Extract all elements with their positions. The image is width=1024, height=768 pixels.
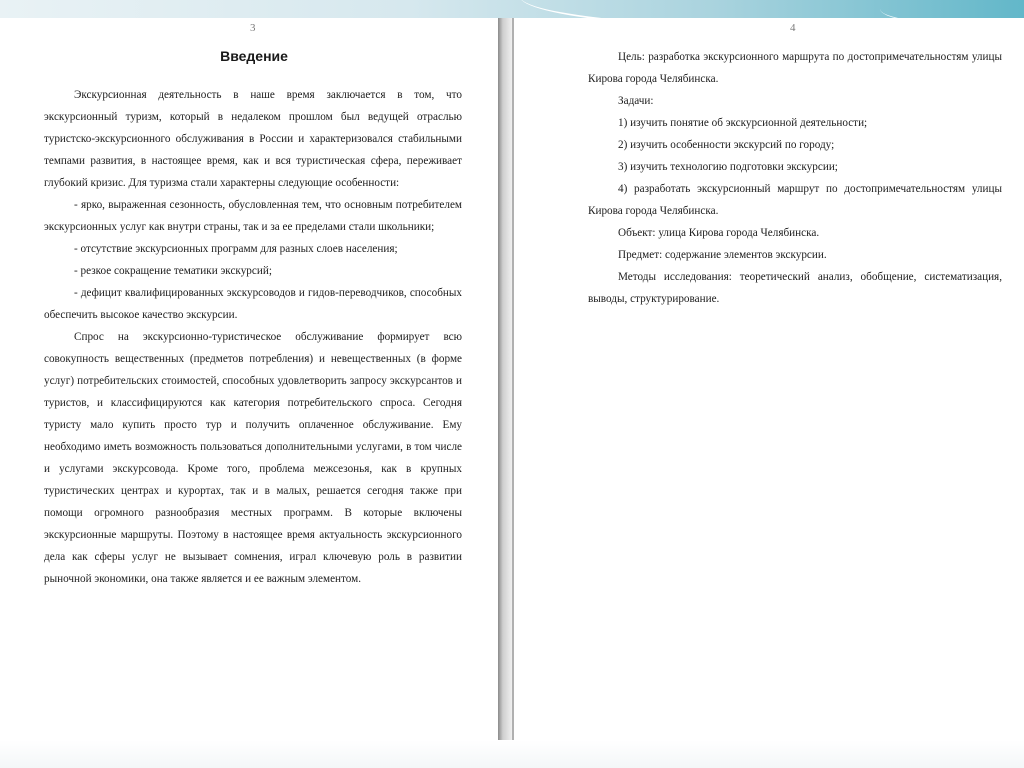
task-number: 4): [618, 183, 628, 195]
bottom-decorative-band: [0, 740, 1024, 768]
page-heading: Введение: [220, 48, 288, 64]
goal-paragraph: Цель: разработка экскурсионного маршрута по достопримечательностям улицы Кирова города Челябинска.: [588, 51, 1002, 85]
feature-item-guide-deficit: - дефицит квалифицированных экскурсоводов и гидов-переводчиков, способных обеспечить высокое качество экскурсии.: [44, 287, 462, 321]
methods-paragraph: Методы исследования: теоретический анализ, обобщение, систематизация, выводы, структурирование.: [588, 271, 1002, 305]
intro-paragraph: Экскурсионная деятельность в наше время заключается в том, что экскурсионный туризм, который в недалеком прошлом был ведущей отраслью туристско-экскурсионного обслуживания в России и характеризовался стабильными темпами развития, в настоящее время, как и вся туристическая сфера, переживает глубокий кризис. Для туризма стали характерны следующие особенности:: [44, 89, 462, 189]
task-number: 1): [618, 117, 628, 129]
feature-item-seasonality: - ярко, выраженная сезонность, обусловленная тем, что основным потребителем экскурсионных услуг как внутри страны, так и за ее пределами стали школьники;: [44, 199, 462, 233]
task-text: разработать экскурсионный маршрут по достопримечательностям улицы Кирова города Челябинска.: [588, 183, 1002, 217]
task-item-3: [588, 156, 1002, 178]
task-number: 3): [618, 161, 628, 173]
task-item-2: [588, 134, 1002, 156]
feature-item-topics-reduction: - резкое сокращение тематики экскурсий;: [74, 265, 272, 277]
task-text: изучить особенности экскурсий по городу;: [630, 139, 835, 151]
task-item-4: [588, 178, 1002, 222]
object-paragraph: Объект: улица Кирова города Челябинска.: [618, 227, 820, 239]
page-spine-shadow: [498, 18, 512, 740]
demand-paragraph: Спрос на экскурсионно-туристическое обслуживание формирует всю совокупность вещественных (предметов потребления) и невещественных (в форме услуг) потребительских стоимостей, способных удовлетворить запросу экскурсантов и туристов, и классифицируются как категория потребительского спроса. Сегодня туристу мало купить просто тур и получить оплаченное обслуживание. Ему необходимо иметь возможность пользоваться дополнительными услугами, в том числе и услугами экскурсовода. Кроме того, проблема межсезонья, как в крупных туристических центрах и курортах, так и в малых, решается сегодня также при помощи огромного разнообразия местных программ. В которые включены экскурсионные маршруты. Поэтому в настоящее время актуальность экскурсионного дела как сферы услуг не вызывает сомнения, играл ключевую роль в развитии рыночной экономики, она также является и ее важным элементом.: [44, 331, 462, 585]
right-page-body: [588, 46, 1002, 310]
feature-item-no-programs: - отсутствие экскурсионных программ для разных слоев населения;: [74, 243, 398, 255]
page-number-left: 3: [250, 22, 256, 34]
task-item-1: [588, 112, 1002, 134]
page-number-right: 4: [790, 22, 796, 34]
tasks-label: Задачи:: [618, 95, 654, 107]
task-number: 2): [618, 139, 628, 151]
task-text: изучить технологию подготовки экскурсии;: [630, 161, 838, 173]
task-text: изучить понятие об экскурсионной деятельности;: [630, 117, 868, 129]
subject-paragraph: Предмет: содержание элементов экскурсии.: [618, 249, 827, 261]
left-page-body: [44, 84, 462, 590]
